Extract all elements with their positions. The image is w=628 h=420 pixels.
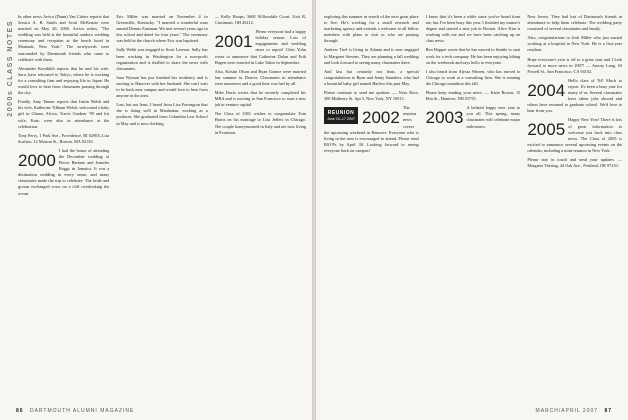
- note-paragraph: Tony Perry, 1 Park Ave., Providence, RI 02903; Lisa Scafuro, 12 Morton St., Boston, MA 02130.: [18, 132, 110, 144]
- note-paragraph: Andrew Tirel is living in Atlanta and is now engaged to Margaret Stevens. They are planning a fall wedding and look forward to seeing many classmates there.: [324, 47, 419, 65]
- page-footer: [536, 408, 616, 414]
- left-column-3: [215, 14, 306, 398]
- note-paragraph: Ben Hopper wrote that he has moved to Seattle to start work for a tech company. He has been enjoying hiking on the weekends and says hello to everyone.: [425, 47, 521, 65]
- note-paragraph: I know that it's been a while since you've heard from me, but I've been busy this year. I finished my master's degree and started a new job in Boston. Alice Kim is working with me and we have been catching up on class news.: [425, 14, 521, 44]
- year-block: [215, 29, 306, 69]
- note-paragraph: Also, congratulations to Josh Miller who just started working at a hospital in New York. He is a first-year resident.: [527, 35, 623, 53]
- note-paragraph: — Kelly Hoops, 3668 Willowdale Court, Unit B, Cincinnati, OH 45212.: [214, 14, 306, 26]
- right-column-3: [527, 14, 622, 398]
- year-block: [527, 78, 622, 118]
- note-paragraph: Mike Davis writes that he recently completed his MBA and is moving to San Francisco to start a new job in venture capital.: [214, 90, 306, 108]
- note-paragraph: And last but certainly not least, a special congratulations to Ryan and Jenny Saunders, who had a beautiful baby girl named Harlow this past May.: [324, 68, 419, 86]
- right-columns: [324, 14, 622, 398]
- left-columns: [18, 14, 306, 398]
- note-paragraph: Happy New Year! There is lots of great information to welcome you back into class news. The Class of 2005 is excited to announce several upcoming events on the calendar, including a mini-reunion in New York.: [527, 117, 623, 153]
- note-paragraph: Please everyone had a happy holiday season. Lots of engagements and wedding news to report! Chris Yohn wrote to announce that Catherine Dolan and Erik Hagen were married in Lake Tahoe in September.: [214, 29, 306, 65]
- note-paragraph: Last, but not least, I heard from Lisa Farrington that she is doing well in Manhattan, working as a producer. She graduated from Columbia Law School in May and is now clerking.: [116, 102, 208, 126]
- note-paragraph: I had the honor of attending the December wedding of Pierce Bertone and Jennifer Boggs in Jamaica. It was a destination wedding in every sense, and many classmates made the trip to celebrate. The bride and groom exchanged vows on a cliff overlooking the ocean.: [18, 147, 110, 196]
- year-block: [527, 117, 622, 157]
- note-paragraph: Please continue to send me updates. — Nora Ross, 308 Mulberry St. Apt 5, New York, NY 10013.: [324, 90, 419, 102]
- left-column-1: [18, 14, 109, 398]
- reunion-dates: June 15–17 2007: [327, 117, 355, 122]
- publication-name: DARTMOUTH ALUMNI MAGAZINE: [29, 408, 135, 414]
- note-paragraph: A belated happy new year to you all. This spring, many classmates will celebrate major milestones.: [466, 105, 521, 129]
- publication-date: MARCH/APRIL 2007: [535, 408, 599, 414]
- year-block: [18, 148, 109, 200]
- note-paragraph: Please stay in touch and send your updates. — Margaret Thering, 44 Oak Ave., Portland, OR 97210.: [527, 156, 623, 169]
- left-column-2: [116, 14, 207, 398]
- note-paragraph: New Jersey. They had lots of Dartmouth friends in attendance to help them celebrate. The wedding party consisted of several classmates and family.: [527, 14, 623, 32]
- class-year-heading: 2001: [214, 32, 253, 52]
- page-number: 86: [16, 408, 24, 414]
- right-page: [316, 0, 628, 420]
- class-year-heading: 2000: [18, 150, 56, 170]
- left-page: [0, 0, 312, 420]
- reunion-title: REUNION: [327, 110, 355, 117]
- class-year-heading: 2002: [362, 108, 400, 128]
- note-paragraph: The Class of 2001 wishes to congratulate Tom Harris on his marriage to Lisa Jeffers in Chicago. The couple honeymooned in Italy and are now living in Evanston.: [214, 111, 306, 135]
- year-block: [324, 105, 419, 157]
- note-paragraph: exploring this summer in search of the next great place to live. He's working for a small research and marketing agency and extends a welcome to all fellow members with plans to visit or who are passing through.: [324, 14, 419, 44]
- page-footer: [12, 408, 134, 414]
- note-paragraph: Please keep sending your news. — Katie Brown, 15 Elm St., Hanover, NH 03755.: [425, 90, 521, 102]
- note-paragraph: In other news Arrica (Dunn) Van Citters reports that Jessica A. B. Smith and Scott McKenzie were married on May 20, 2006. Arrica writes, "The wedding was held at the beautiful outdoor wedding ceremony and reception at the beach hotel in Montauk, New York." The newlyweds were surrounded by Dartmouth friends who came to celebrate with them.: [18, 14, 110, 62]
- year-block: [426, 105, 521, 132]
- note-paragraph: Alexander Kornblith reports that he and his wife, Sara, have relocated to Tokyo, where he is working for a consulting firm and enjoying life in Japan. He would love to hear from classmates passing through the city.: [18, 65, 110, 96]
- section-label: 2000s CLASS NOTES: [6, 20, 14, 117]
- note-paragraph: Finally, Amy Tanner reports that Justin Welsh and his wife, Katherine Tillman Welsh, welcomed a baby girl in Ghana, Africa. Travis Gardner '99 and his wife, Kate, were also in attendance at the celebration.: [18, 99, 110, 129]
- note-paragraph: The reunion news covers the upcoming weekend in Hanover. Everyone who is living in the area is encouraged to attend. Please send RSVPs by April 30. Looking forward to seeing everyone back on campus!: [324, 105, 419, 153]
- note-paragraph: Hello class of '04! Much to report. It's been a busy year for many of us. Several classmates have taken jobs abroad and others have returned to graduate school. We'd love to hear from you.: [527, 77, 623, 114]
- note-paragraph: Sara Wyman has just finished her residency and is moving to Hanover with her husband. She can't wait to be back near campus and would love to hear from anyone in the area.: [116, 74, 208, 99]
- note-paragraph: I also heard from Alyssa Warren, who has moved to Chicago to work at a consulting firm. She is running the Chicago marathon this fall.: [425, 68, 521, 86]
- note-paragraph: Sally Webb was engaged to Scott Lawson. Sally has been working in Washington for a non-profit organization and is thrilled to share the news with classmates.: [116, 47, 208, 71]
- right-column-1: [324, 14, 419, 398]
- note-paragraph: Eric Miller was married on November 4 in Greenville, Kentucky. "I married a wonderful man named Dennis Eastman. We met several years ago in law school and dated for four years." The ceremony was held at the church where Eric was baptized.: [116, 14, 208, 44]
- page-number: 87: [604, 408, 612, 414]
- class-year-heading: 2003: [425, 108, 464, 128]
- right-column-2: [426, 14, 521, 398]
- class-year-heading: 2004: [527, 80, 566, 100]
- note-paragraph: Also, Kristin Olson and Ryan Gomez were married last summer in Denver. Classmates in attendance were numerous and a good time was had by all.: [214, 68, 306, 86]
- class-year-heading: 2005: [527, 120, 566, 140]
- note-paragraph: Hope everyone's year is off to a great start and I look forward to more news in 2007! — Amory Lang, 63 Powell St., San Francisco, CA 94102.: [527, 56, 623, 74]
- reunion-badge: [324, 107, 358, 124]
